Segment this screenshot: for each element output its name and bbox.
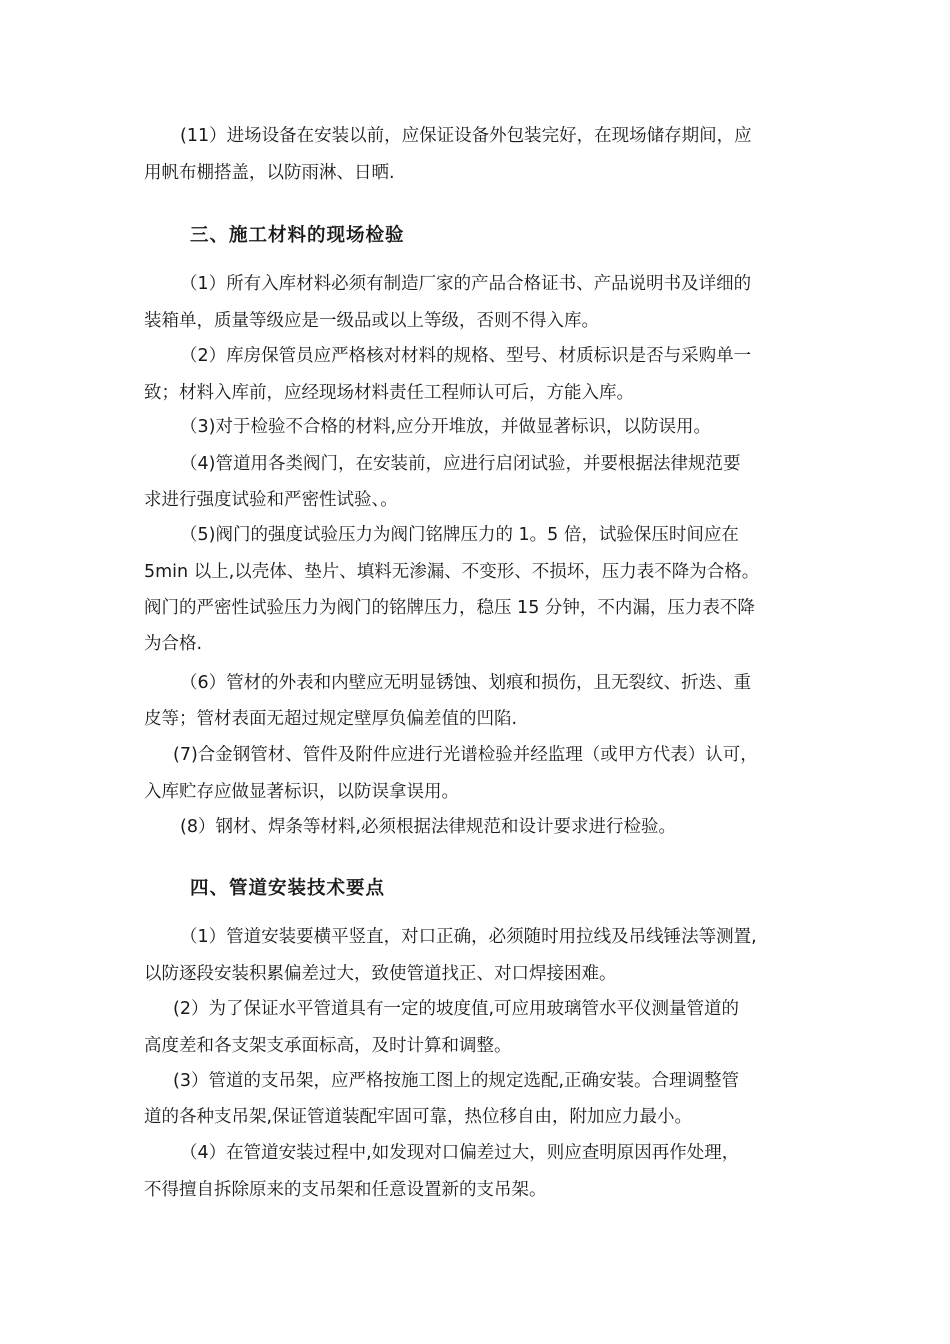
paragraph-line: （4）在管道安装过程中,如发现对口偏差过大，则应查明原因再作处理， <box>180 1143 740 1163</box>
paragraph-line: 求进行强度试验和严密性试验、。 <box>144 490 398 510</box>
paragraph-line: （4)管道用各类阀门，在安装前，应进行启闭试验，并要根据法律规范要 <box>180 454 741 474</box>
paragraph-line: 阀门的严密性试验压力为阀门的铭牌压力，稳压 15 分钟，不内漏，压力表不降 <box>144 598 755 618</box>
paragraph-line: 不得擅自拆除原来的支吊架和任意设置新的支吊架。 <box>144 1180 547 1200</box>
paragraph-line: （1）管道安装要横平竖直，对口正确，必须随时用拉线及吊线锤法等测置, <box>180 927 757 947</box>
section-heading: 三、施工材料的现场检验 <box>190 225 405 246</box>
paragraph-line: 用帆布棚搭盖，以防雨淋、日晒. <box>144 163 395 183</box>
section-heading: 四、管道安装技术要点 <box>190 878 386 899</box>
paragraph-line: 道的各种支吊架,保证管道装配牢固可靠，热位移自由，附加应力最小。 <box>144 1107 693 1127</box>
paragraph-line: 高度差和各支架支承面标高，及时计算和调整。 <box>144 1036 512 1056</box>
paragraph-line: （3)对于检验不合格的材料,应分开堆放，并做显著标识，以防误用。 <box>180 417 712 437</box>
paragraph-line: 致；材料入库前，应经现场材料责任工程师认可后，方能入库。 <box>144 383 634 403</box>
paragraph-line: (2）为了保证水平管道具有一定的坡度值,可应用玻璃管水平仪测量管道的 <box>173 999 740 1019</box>
paragraph-line: (11）进场设备在安装以前，应保证设备外包装完好，在现场储存期间，应 <box>180 126 752 146</box>
paragraph-line: （1）所有入库材料必须有制造厂家的产品合格证书、产品说明书及详细的 <box>180 274 752 294</box>
paragraph-line: （5)阀门的强度试验压力为阀门铭牌压力的 1。5 倍，试验保压时间应在 <box>180 525 739 545</box>
paragraph-line: 以防逐段安装积累偏差过大，致使管道找正、对口焊接困难。 <box>144 964 617 984</box>
paragraph-line: （2）库房保管员应严格核对材料的规格、型号、材质标识是否与采购单一 <box>180 346 752 366</box>
paragraph-line: (8）钢材、焊条等材料,必须根据法律规范和设计要求进行检验。 <box>180 817 677 837</box>
paragraph-line: 装箱单，质量等级应是一级品或以上等级，否则不得入库。 <box>144 311 599 331</box>
paragraph-line: 入库贮存应做显著标识，以防误拿误用。 <box>144 782 459 802</box>
paragraph-line: (7)合金钢管材、管件及附件应进行光谱检验并经监理（或甲方代表）认可， <box>173 745 758 765</box>
paragraph-line: 为合格. <box>144 634 203 654</box>
paragraph-line: 5min 以上,以壳体、垫片、填料无渗漏、不变形、不损坏，压力表不降为合格。 <box>144 562 760 582</box>
paragraph-line: 皮等；管材表面无超过规定壁厚负偏差值的凹陷. <box>144 709 518 729</box>
paragraph-line: （6）管材的外表和内壁应无明显锈蚀、划痕和损伤，且无裂纹、折迭、重 <box>180 673 752 693</box>
paragraph-line: (3）管道的支吊架，应严格按施工图上的规定选配,正确安装。合理调整管 <box>173 1071 740 1091</box>
